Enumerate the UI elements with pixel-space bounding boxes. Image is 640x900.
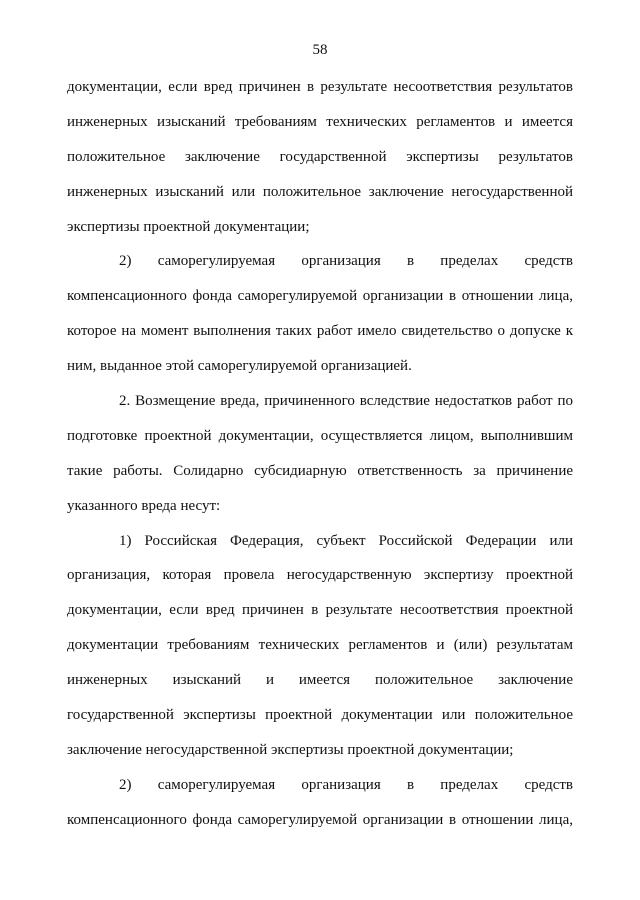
text-line: 1) Российская Федерация, субъект Российской Федерации или [119,532,573,549]
text-line: ним, выданное этой саморегулируемой организацией. [67,358,412,375]
text-line: документации требованиям технических регламентов и (или) результатам [67,637,573,654]
text-line: положительное заключение государственной экспертизы результатов [67,148,573,165]
text-line: документации, если вред причинен в результате несоответствия результатов [67,79,573,95]
text-line: такие работы. Солидарно субсидиарную ответственность за причинение [67,462,573,479]
text-line: 2. Возмещение вреда, причиненного вследствие недостатков работ по [119,393,573,410]
text-line: инженерных изысканий требованиям технических регламентов и имеется [67,113,573,130]
text-line: заключение негосударственной экспертизы проектной документации; [67,741,514,758]
text-line: документации, если вред причинен в результате несоответствия проектной [67,602,573,619]
body-text [67,70,573,838]
text-line: государственной экспертизы проектной документации или положительное [67,707,573,724]
text-line: организация, которая провела негосударственную экспертизу проектной [67,567,573,584]
page-number: 58 [312,42,328,58]
text-line: указанного вреда несут: [67,497,221,514]
text-line: которое на момент выполнения таких работ имело свидетельство о допуске к [67,323,573,340]
text-line: экспертизы проектной документации; [67,218,310,235]
text-line: компенсационного фонда саморегулируемой организации в отношении лица, [67,811,573,828]
text-line: инженерных изысканий и имеется положительное заключение [67,672,573,689]
text-line: компенсационного фонда саморегулируемой организации в отношении лица, [67,288,573,305]
text-line: инженерных изысканий или положительное заключение негосударственной [67,183,573,200]
text-line: 2) саморегулируемая организация в пределах средств [119,253,573,270]
text-line: подготовке проектной документации, осуществляется лицом, выполнившим [67,427,573,444]
text-line: 2) саморегулируемая организация в пределах средств [119,776,573,793]
